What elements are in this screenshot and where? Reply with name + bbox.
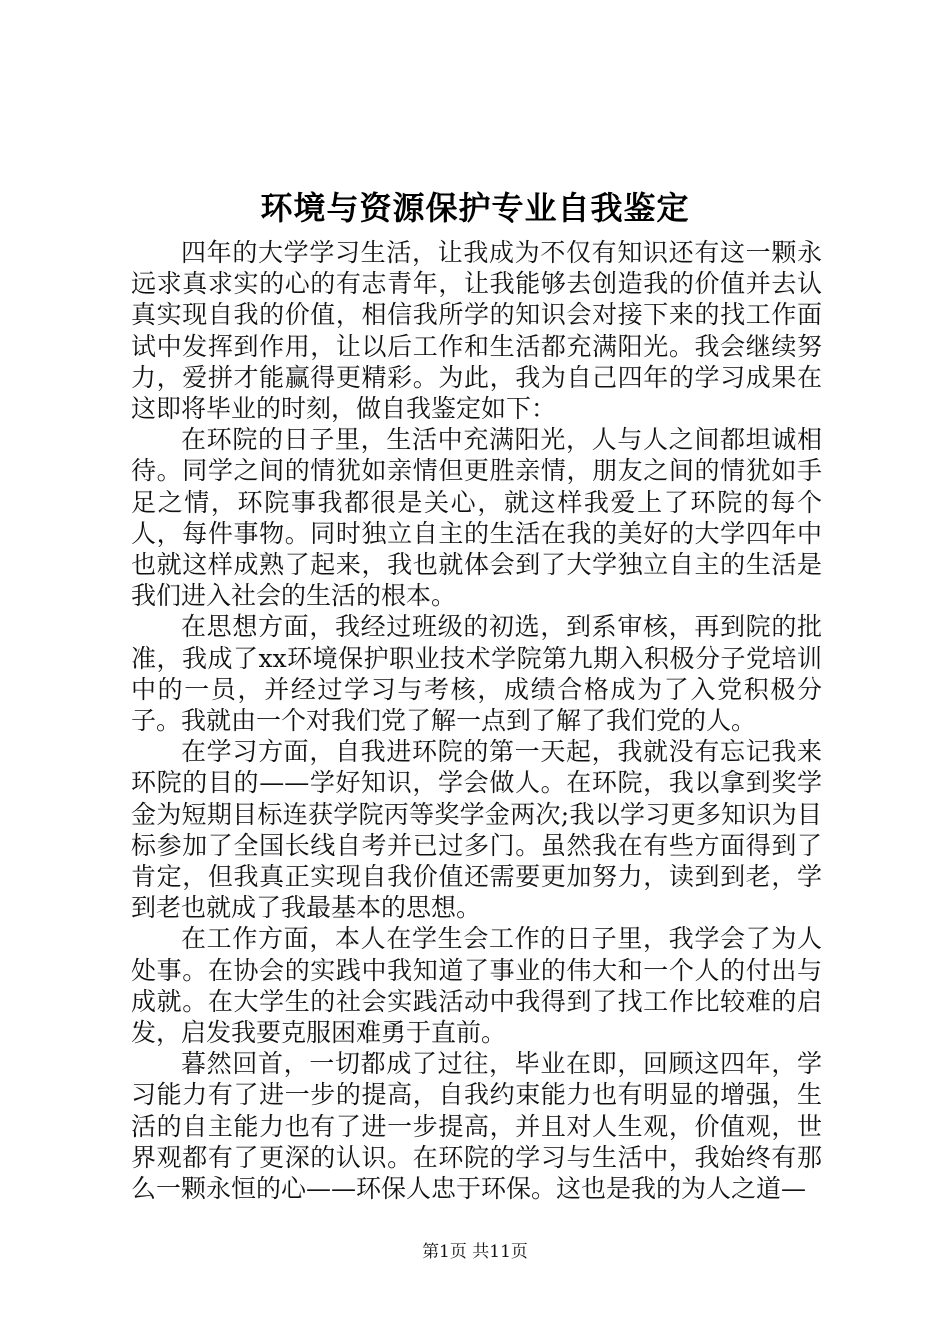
paragraph-reflection: 暮然回首，一切都成了过往，毕业在即，回顾这四年，学习能力有了进一步的提高，自我约束能力也有明显的增强，生活的自主能力也有了进一步提高，并且对人生观，价值观，世界观都有了更深的认识。在环院的学习与生活中，我始终有那么一颗永恒的心——环保人忠于环保。这也是我的为人之道— — [131, 1049, 822, 1204]
paragraph-work: 在工作方面，本人在学生会工作的日子里，我学会了为人处事。在协会的实践中我知道了事业的伟大和一个人的付出与成就。在大学生的社会实践活动中我得到了找工作比较难的启发，启发我要克服困难勇于直前。 — [131, 924, 822, 1048]
document-title: 环境与资源保护专业自我鉴定 — [260, 189, 690, 227]
paragraph-life: 在环院的日子里，生活中充满阳光，人与人之间都坦诚相待。同学之间的情犹如亲情但更胜亲情，朋友之间的情犹如手足之情，环院事我都很是关心，就这样我爱上了环院的每个人，每件事物。同时独立自主的生活在我的美好的大学四年中也就这样成熟了起来，我也就体会到了大学独立自主的生活是我们进入社会的生活的根本。 — [131, 425, 822, 611]
paragraph-thought: 在思想方面，我经过班级的初选，到系审核，再到院的批准，我成了xx环境保护职业技术学院第九期入积极分子党培训中的一员，并经过学习与考核，成绩合格成为了入党积极分子。我就由一个对我们党了解一点到了解了我们党的人。 — [131, 612, 822, 736]
page-footer: 第1页 共11页 — [422, 1242, 528, 1262]
document-body — [131, 237, 822, 1204]
paragraph-intro: 四年的大学学习生活，让我成为不仅有知识还有这一颗永远求真求实的心的有志青年，让我能够去创造我的价值并去认真实现自我的价值，相信我所学的知识会对接下来的找工作面试中发挥到作用，让以后工作和生活都充满阳光。我会继续努力，爱拼才能赢得更精彩。为此，我为自己四年的学习成果在这即将毕业的时刻，做自我鉴定如下： — [131, 238, 822, 424]
paragraph-study: 在学习方面，自我进环院的第一天起，我就没有忘记我来环院的目的——学好知识，学会做人。在环院，我以拿到奖学金为短期目标连获学院丙等奖学金两次;我以学习更多知识为目标参加了全国长线自考并已过多门。虽然我在有些方面得到了肯定，但我真正实现自我价值还需要更加努力，读到到老，学到老也就成了我最基本的思想。 — [131, 737, 822, 923]
